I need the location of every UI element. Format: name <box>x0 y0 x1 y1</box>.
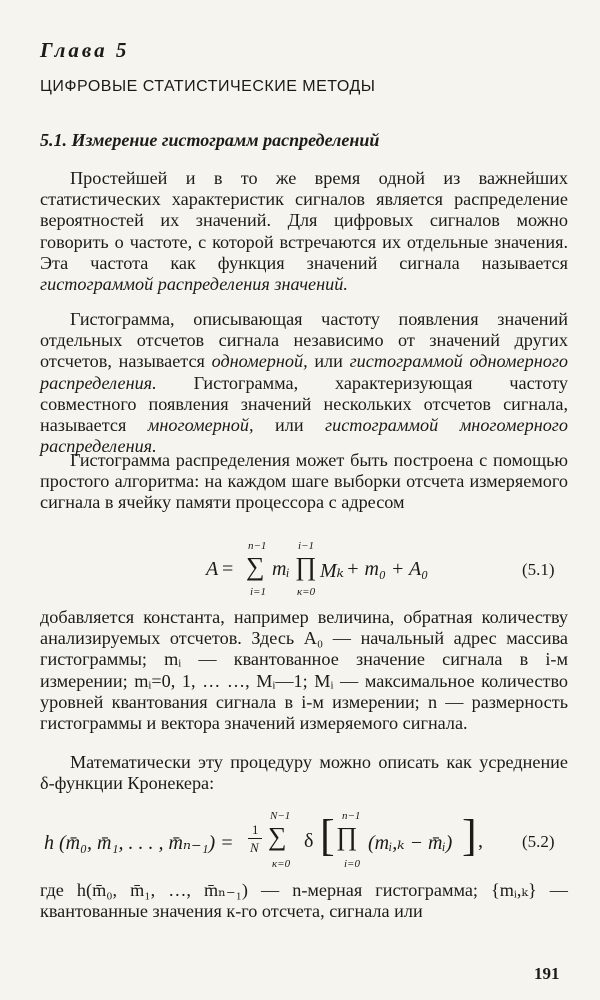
term-m-i: mᵢ <box>272 558 290 580</box>
fraction-bar <box>248 838 262 839</box>
right-bracket: ] <box>462 811 477 860</box>
product-symbol: ∏ <box>336 822 358 851</box>
delta-symbol: δ <box>304 830 314 852</box>
equation-number-5-1: (5.1) <box>522 560 555 579</box>
paragraph-2-text-g: или <box>253 415 326 436</box>
formula-lhs: A <box>206 558 219 580</box>
sum-lower-limit: к=0 <box>272 858 291 870</box>
product-symbol: ∏ <box>295 552 317 581</box>
histogram-function-lhs: h (m̄₀, m̄₁, . . . , m̄ₙ₋₁) = <box>44 832 234 854</box>
paragraph-4: добавляется константа, например величина, обратная количеству анализируемых отсчетов. Здесь A₀ — начальный адрес массива гистограммы; mᵢ — квантованное значение сигнала в i-м измерении; mᵢ=0, 1, … …, Mᵢ—1; Mᵢ — максимальное количество уровней квантования сигнала в i-м измерении; n — размерность гистограммы и вектора значений измеряемого сигнала. <box>40 607 568 734</box>
chapter-label: Глава 5 <box>40 38 130 62</box>
sum-symbol: ∑ <box>268 822 287 851</box>
sum-lower-limit: i=1 <box>250 586 266 598</box>
paragraph-1-text: Простейшей и в то же время одной из важнейших статистических характеристик сигналов является распределение вероятностей их значений. Для цифровых сигналов можно говорить о частоте, с которой встречаются их отдельные значения. Эта частота как функция значений сигнала называется <box>40 168 568 273</box>
sum-upper-limit: n−1 <box>248 540 267 552</box>
fraction-numerator: 1 <box>252 822 259 837</box>
term-one-dim-histogram: гистограммой одномерного распределения. <box>40 351 569 393</box>
sum-upper-limit: N−1 <box>270 810 291 822</box>
formula-5-1 <box>0 540 600 602</box>
term-M-k: Mₖ <box>320 560 344 582</box>
product-upper-limit: i−1 <box>298 540 314 552</box>
chapter-title: ЦИФРОВЫЕ СТАТИСТИЧЕСКИЕ МЕТОДЫ <box>40 78 376 95</box>
paragraph-5: Математически эту процедуру можно описать как усреднение δ-функции Кронекера: <box>40 752 568 794</box>
formula-equals: = <box>222 558 234 580</box>
formula-rest: + m₀ + A₀ <box>346 558 429 580</box>
section-title: 5.1. Измерение гистограмм распределений <box>40 130 380 150</box>
paragraph-6: где h(m̄₀, m̄₁, …, m̄ₙ₋₁) — n-мерная гистограмма; {mᵢ,ₖ} — квантованные значения к-го отсчета, сигнала или <box>40 880 568 922</box>
sum-symbol: ∑ <box>246 552 265 581</box>
page-number: 191 <box>534 964 560 983</box>
fraction-denominator: N <box>250 840 259 855</box>
formula-5-2 <box>0 808 600 878</box>
term-histogram-distribution: гистограммой распределения значений. <box>40 274 348 295</box>
paragraph-2-text-c: или <box>307 351 350 372</box>
product-term: (mᵢ,ₖ − m̄ᵢ) <box>368 832 453 854</box>
paragraph-2 <box>40 309 568 457</box>
paragraph-2-text-e: Гистограмма, характеризующая частоту совместного появления значений нескольких отсчетов сигнала, называется <box>40 372 568 436</box>
formula-comma: , <box>478 830 483 852</box>
term-one-dimensional: одномерной, <box>211 351 308 372</box>
product-lower-limit: к=0 <box>297 586 316 598</box>
paragraph-3: Гистограмма распределения может быть построена с помощью простого алгоритма: на каждом шаге выборки отсчета измеряемого сигнала в ячейку памяти процессора с адресом <box>40 450 568 513</box>
term-multi-dim-histogram: гистограммой многомерного распределения. <box>40 415 568 457</box>
product-upper-limit: n−1 <box>342 810 361 822</box>
term-multidimensional: многомерной, <box>147 415 254 436</box>
paragraph-2-text-a: Гистограмма, описывающая частоту появления значений отдельных отсчетов сигнала независимо от значений других отсчетов, называется <box>40 309 568 372</box>
product-lower-limit: i=0 <box>344 858 360 870</box>
left-bracket: [ <box>320 811 335 860</box>
paragraph-1 <box>40 168 568 295</box>
equation-number-5-2: (5.2) <box>522 832 555 851</box>
